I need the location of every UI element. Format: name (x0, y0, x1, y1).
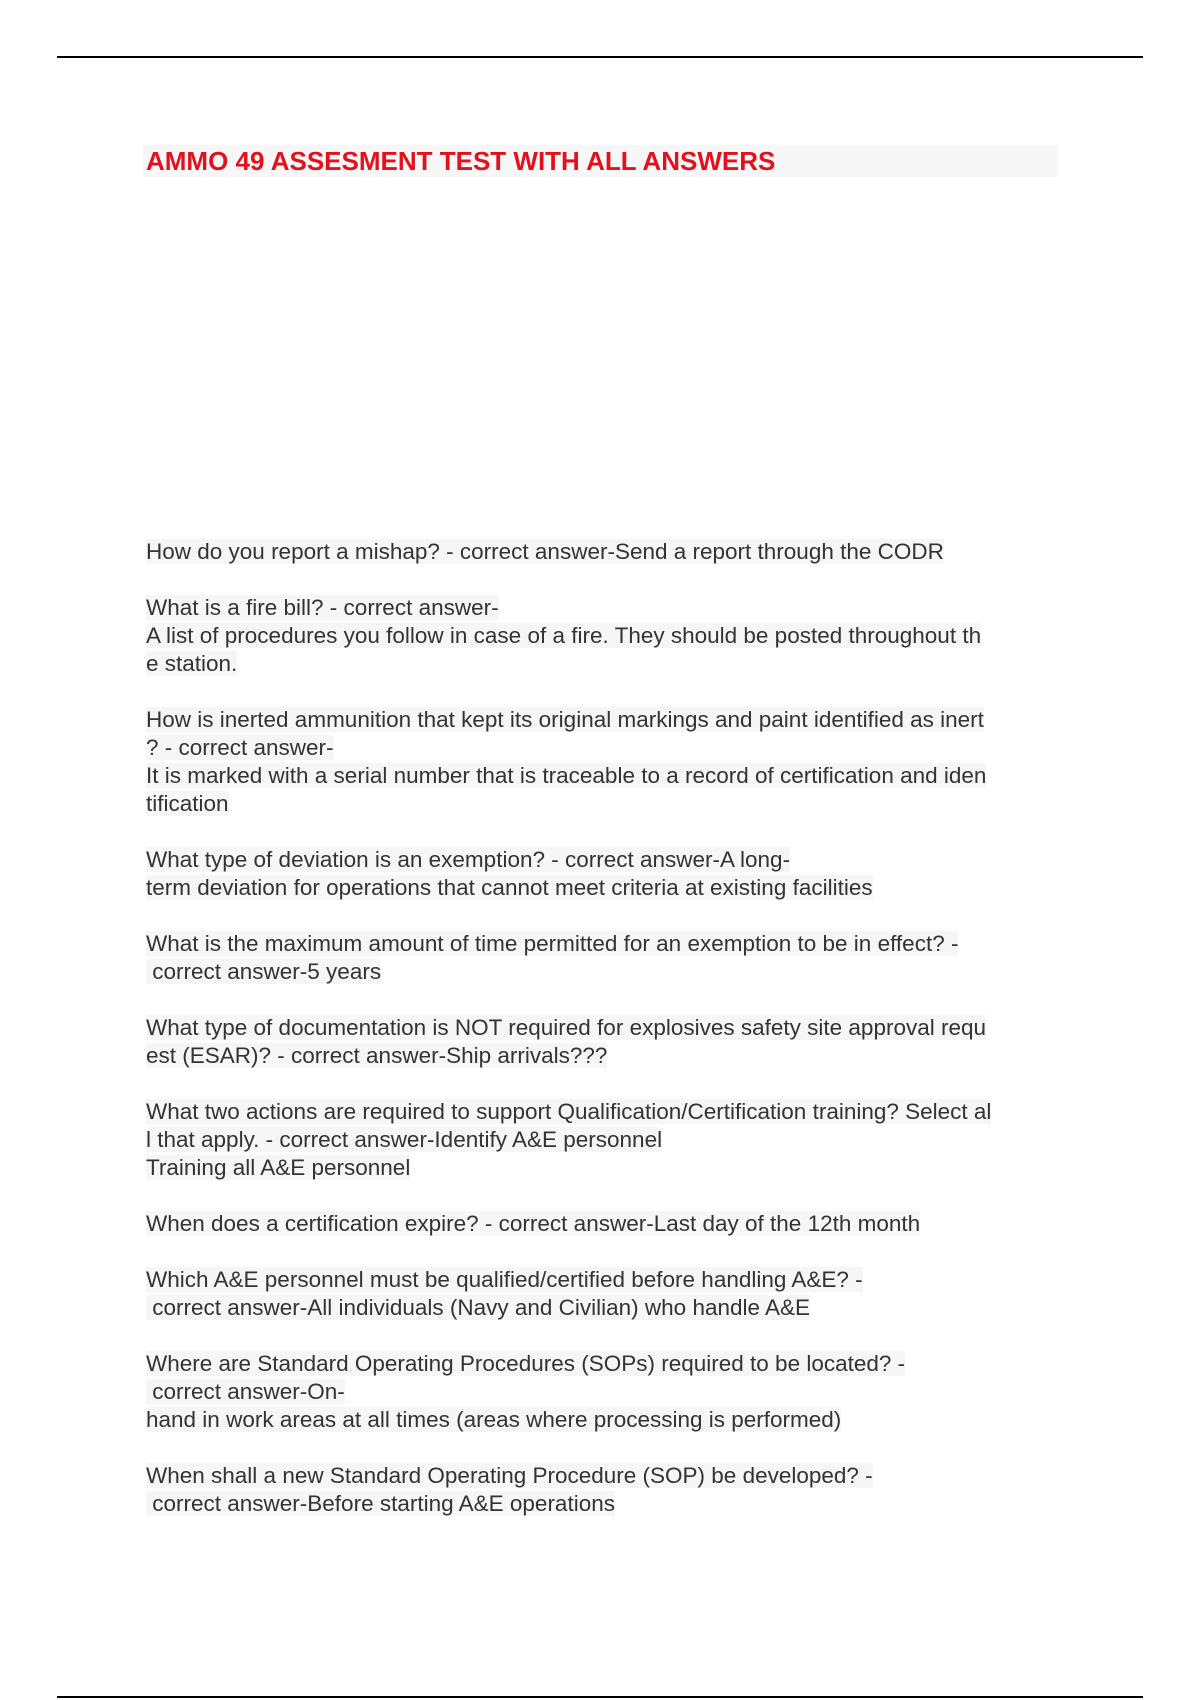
qa-line (146, 1490, 1066, 1518)
qa-line (146, 930, 1066, 958)
qa-line-text: What type of documentation is NOT required for explosives safety site approval requ (146, 1015, 987, 1040)
bottom-divider (57, 1696, 1143, 1698)
qa-item (146, 1266, 1066, 1322)
qa-line (146, 622, 1066, 650)
qa-line-text: correct answer-5 years (146, 959, 382, 984)
qa-line-text: tification (146, 791, 229, 816)
qa-line (146, 1294, 1066, 1322)
qa-line (146, 1350, 1066, 1378)
qa-item (146, 538, 1066, 566)
qa-line-text: ? - correct answer- (146, 735, 334, 760)
qa-line-text: correct answer-All individuals (Navy and Civilian) who handle A&E (146, 1295, 811, 1320)
qa-line (146, 1378, 1066, 1406)
qa-line (146, 1210, 1066, 1238)
qa-line-text: term deviation for operations that cannot meet criteria at existing facilities (146, 875, 873, 900)
qa-line (146, 1154, 1066, 1182)
qa-item (146, 1014, 1066, 1070)
qa-line (146, 1098, 1066, 1126)
qa-line-text: A list of procedures you follow in case of a fire. They should be posted throughout th (146, 623, 982, 648)
qa-line-text: When does a certification expire? - correct answer-Last day of the 12th month (146, 1211, 921, 1236)
qa-list (146, 538, 1066, 1546)
qa-item (146, 930, 1066, 986)
qa-line-text: What is the maximum amount of time permitted for an exemption to be in effect? - (146, 931, 959, 956)
qa-item (146, 1210, 1066, 1238)
qa-line-text: correct answer-Before starting A&E operations (146, 1491, 615, 1516)
top-divider (57, 56, 1143, 58)
qa-line (146, 594, 1066, 622)
qa-line-text: e station. (146, 651, 238, 676)
qa-item (146, 846, 1066, 902)
qa-line-text: It is marked with a serial number that is traceable to a record of certification and iden (146, 763, 987, 788)
qa-item (146, 1350, 1066, 1434)
qa-line (146, 874, 1066, 902)
qa-line (146, 706, 1066, 734)
qa-line (146, 846, 1066, 874)
qa-line (146, 1014, 1066, 1042)
qa-item (146, 706, 1066, 818)
qa-line (146, 762, 1066, 790)
qa-line-text: When shall a new Standard Operating Procedure (SOP) be developed? - (146, 1463, 873, 1488)
qa-item (146, 1462, 1066, 1518)
qa-item (146, 594, 1066, 678)
qa-line-text: How is inerted ammunition that kept its original markings and paint identified as inert (146, 707, 984, 732)
qa-line-text: What two actions are required to support Qualification/Certification training? Select al (146, 1099, 992, 1124)
qa-line-text: Training all A&E personnel (146, 1155, 411, 1180)
document-title: AMMO 49 ASSESMENT TEST WITH ALL ANSWERS (146, 146, 776, 176)
qa-line (146, 790, 1066, 818)
qa-line-text: What is a fire bill? - correct answer- (146, 595, 499, 620)
qa-line (146, 538, 1066, 566)
qa-line (146, 1266, 1066, 1294)
qa-line-text: Which A&E personnel must be qualified/certified before handling A&E? - (146, 1267, 863, 1292)
qa-line (146, 958, 1066, 986)
qa-line (146, 1462, 1066, 1490)
qa-line-text: hand in work areas at all times (areas where processing is performed) (146, 1407, 842, 1432)
qa-line-text: correct answer-On- (146, 1379, 345, 1404)
qa-line (146, 734, 1066, 762)
qa-item (146, 1098, 1066, 1182)
qa-line (146, 1042, 1066, 1070)
qa-line (146, 1126, 1066, 1154)
qa-line-text: What type of deviation is an exemption? - correct answer-A long- (146, 847, 791, 872)
qa-line-text: How do you report a mishap? - correct answer-Send a report through the CODR (146, 539, 944, 564)
qa-line-text: l that apply. - correct answer-Identify A&E personnel (146, 1127, 663, 1152)
qa-line-text: Where are Standard Operating Procedures (SOPs) required to be located? - (146, 1351, 906, 1376)
qa-line (146, 650, 1066, 678)
qa-line-text: est (ESAR)? - correct answer-Ship arrivals??? (146, 1043, 608, 1068)
qa-line (146, 1406, 1066, 1434)
